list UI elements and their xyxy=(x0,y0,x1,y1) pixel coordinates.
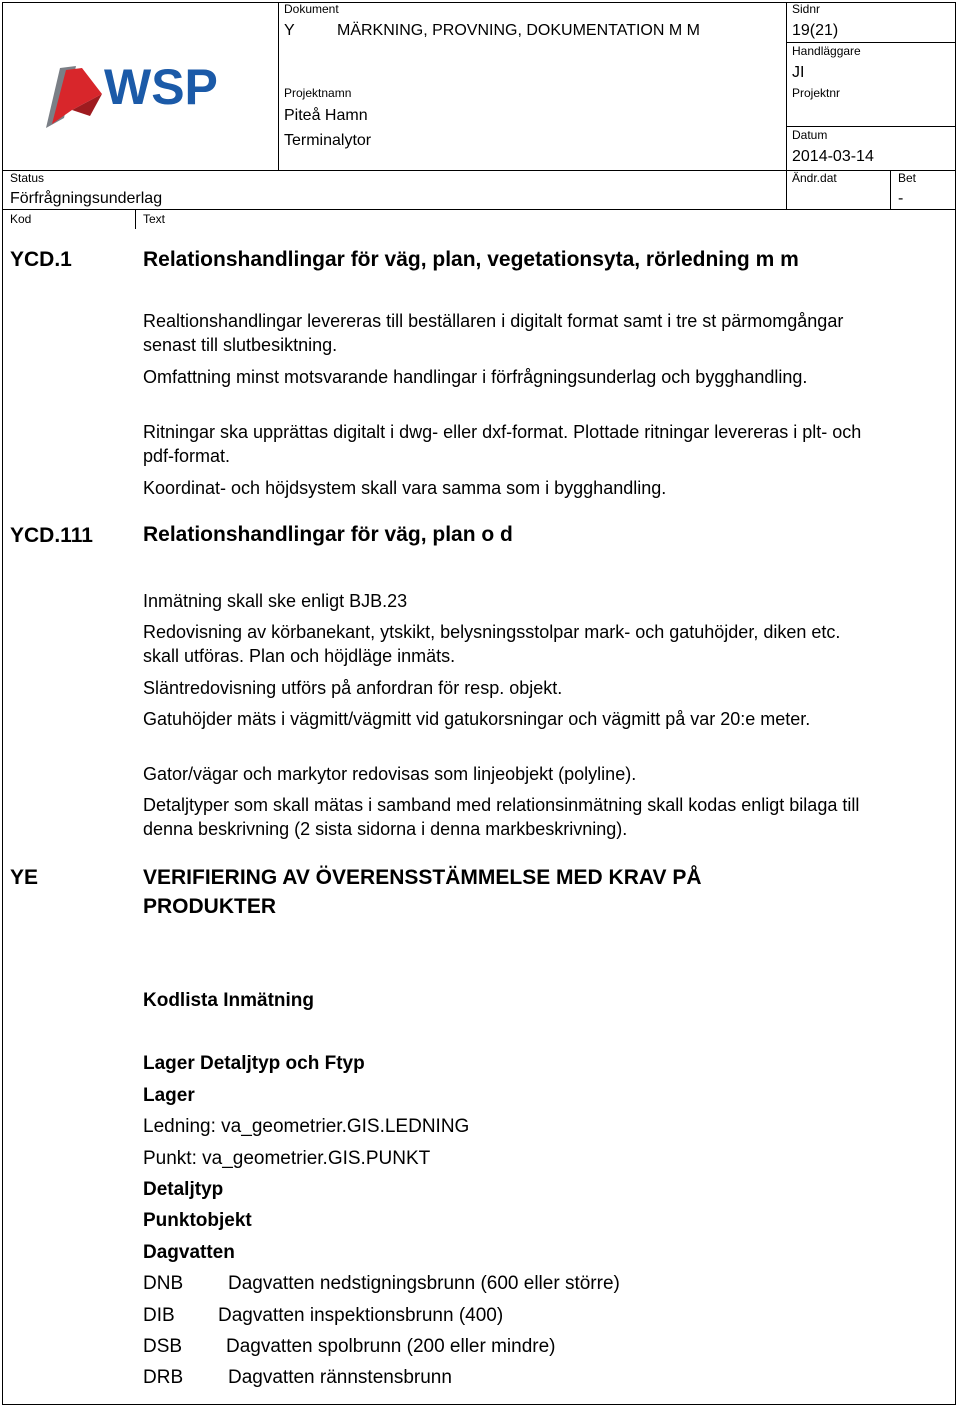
kod-code: DRB xyxy=(143,1367,184,1388)
kodlista-lager: Lager xyxy=(143,1085,195,1106)
divider xyxy=(786,2,787,209)
handlaggare-label: Handläggare xyxy=(792,44,861,58)
kod-desc: Dagvatten rännstensbrunn xyxy=(228,1367,452,1388)
paragraph: Ritningar ska upprättas digitalt i dwg- eller dxf-format. Plottade ritningar levereras i plt- och pdf-format. xyxy=(143,422,862,466)
section-code: YCD.111 xyxy=(10,524,93,547)
kodlista-ledning: Ledning: va_geometrier.GIS.LEDNING xyxy=(143,1116,470,1137)
dokument-title: MÄRKNING, PROVNING, DOKUMENTATION M M xyxy=(337,22,700,39)
datum-label: Datum xyxy=(792,128,828,142)
wsp-logo-mark xyxy=(42,58,242,130)
status-label: Status xyxy=(10,171,45,185)
datum-value: 2014-03-14 xyxy=(792,148,874,165)
projektnamn-line2: Terminalytor xyxy=(284,132,372,149)
sidnr-value: 19(21) xyxy=(792,22,839,39)
kodlista-punktobjekt: Punktobjekt xyxy=(143,1210,252,1231)
paragraph: Koordinat- och höjdsystem skall vara samma som i bygghandling. xyxy=(143,478,667,498)
kod-code: DSB xyxy=(143,1336,183,1357)
kod-code: DNB xyxy=(143,1273,184,1294)
divider xyxy=(2,209,956,210)
kod-desc: Dagvatten spolbrunn (200 eller mindre) xyxy=(226,1336,556,1357)
sidnr-label: Sidnr xyxy=(792,2,821,16)
divider xyxy=(786,126,956,127)
status-value: Förfrågningsunderlag xyxy=(10,190,163,207)
handlaggare-value: JI xyxy=(792,64,805,81)
kod-desc: Dagvatten nedstigningsbrunn (600 eller större) xyxy=(228,1273,620,1294)
section-code: YCD.1 xyxy=(10,248,72,271)
section-heading: VERIFIERING AV ÖVERENSSTÄMMELSE MED KRAV PÅ PRODUKTER xyxy=(143,866,702,918)
text-label: Text xyxy=(143,212,166,226)
logo-text: WSP xyxy=(104,59,218,115)
dokument-code: Y xyxy=(284,22,295,39)
paragraph: Detaljtyper som skall mätas i samband med relationsinmätning skall kodas enligt bilaga till denna beskrivning (2 sista sidorna i denna markbeskrivning). xyxy=(143,795,860,839)
divider xyxy=(786,42,956,43)
paragraph: Gatuhöjder mäts i vägmitt/vägmitt vid gatukorsningar och vägmitt på var 20:e meter. xyxy=(143,709,811,729)
paragraph: Släntredovisning utförs på anfordran för resp. objekt. xyxy=(143,678,563,698)
projektnr-label: Projektnr xyxy=(792,86,841,100)
projektnamn-label: Projektnamn xyxy=(284,86,352,100)
kodlista-dagvatten: Dagvatten xyxy=(143,1242,235,1263)
paragraph: Omfattning minst motsvarande handlingar i förfrågningsunderlag och bygghandling. xyxy=(143,367,808,387)
wsp-logo xyxy=(42,58,242,130)
paragraph: Redovisning av körbanekant, ytskikt, belysningsstolpar mark- och gatuhöjder, diken etc. skall utföras. Plan och höjdläge inmäts. xyxy=(143,622,841,666)
divider xyxy=(135,209,136,229)
kod-label: Kod xyxy=(10,212,32,226)
andrdat-label: Ändr.dat xyxy=(792,171,837,185)
kodlista-title: Kodlista Inmätning xyxy=(143,990,314,1011)
bet-label: Bet xyxy=(898,171,917,185)
section-code: YE xyxy=(10,866,39,889)
kod-code: DIB xyxy=(143,1305,175,1326)
projektnamn-line1: Piteå Hamn xyxy=(284,107,368,124)
paragraph: Gator/vägar och markytor redovisas som linjeobjekt (polyline). xyxy=(143,764,637,784)
paragraph: Inmätning skall ske enligt BJB.23 xyxy=(143,591,408,611)
kodlista-lager-detaljtyp-ftyp: Lager Detaljtyp och Ftyp xyxy=(143,1053,365,1074)
paragraph: Realtionshandlingar levereras till beställaren i digitalt format samt i tre st pärmomgångar senast till slutbesiktning. xyxy=(143,311,844,355)
section-heading: Relationshandlingar för väg, plan, vegetationsyta, rörledning m m xyxy=(143,248,799,271)
kodlista-punkt: Punkt: va_geometrier.GIS.PUNKT xyxy=(143,1148,431,1169)
dokument-label: Dokument xyxy=(284,2,339,16)
divider xyxy=(890,170,891,209)
kod-desc: Dagvatten inspektionsbrunn (400) xyxy=(218,1305,504,1326)
bet-value: - xyxy=(898,190,904,207)
divider xyxy=(278,2,279,170)
kodlista-detaljtyp: Detaljtyp xyxy=(143,1179,224,1200)
section-heading: Relationshandlingar för väg, plan o d xyxy=(143,523,513,546)
